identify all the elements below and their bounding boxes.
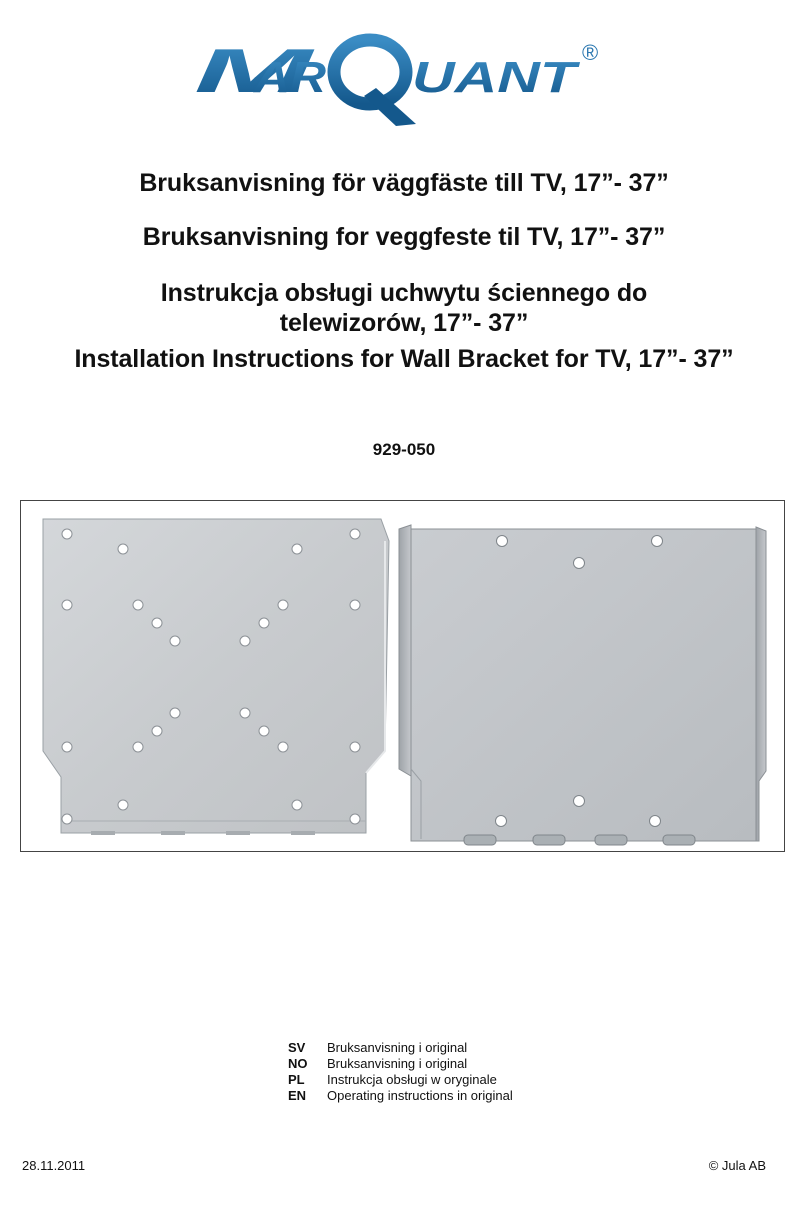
language-text: Instrukcja obsługi w oryginale (327, 1072, 497, 1087)
wall-plate-icon (43, 519, 389, 835)
language-code: EN (288, 1088, 307, 1103)
registered-mark: ® (582, 40, 599, 65)
language-code: PL (288, 1072, 305, 1087)
language-text: Operating instructions in original (327, 1088, 513, 1103)
model-number: 929-050 (372, 440, 436, 459)
language-text: Bruksanvisning i original (327, 1056, 468, 1071)
language-row (288, 1072, 513, 1088)
language-code: SV (288, 1040, 306, 1055)
language-list (288, 1040, 513, 1104)
language-text: Bruksanvisning i original (327, 1040, 468, 1055)
footer-copyright: © Jula AB (708, 1158, 766, 1173)
footer-date: 28.11.2011 (22, 1158, 86, 1173)
svg-text:M: M (194, 37, 316, 106)
marquant-logo-icon (190, 28, 620, 128)
product-illustration (21, 501, 784, 851)
svg-text:UANT: UANT (412, 53, 581, 102)
title-english: Installation Instructions for Wall Bracket for TV, 17”- 37” (74, 345, 734, 373)
brand-logo (190, 28, 620, 128)
svg-text:AR: AR (252, 53, 327, 102)
title-polish-line1: Instrukcja obsługi uchwytu ściennego do (160, 279, 648, 307)
language-code: NO (288, 1056, 308, 1071)
title-polish-line2: telewizorów, 17”- 37” (279, 309, 529, 337)
language-row (288, 1040, 513, 1056)
language-row (288, 1056, 513, 1072)
title-norwegian: Bruksanvisning for veggfeste til TV, 17”- 37” (142, 223, 666, 251)
title-swedish: Bruksanvisning för väggfäste till TV, 17”- 37” (139, 169, 669, 197)
language-row (288, 1088, 513, 1104)
product-photo (20, 500, 785, 852)
tv-bracket-icon (399, 525, 766, 845)
